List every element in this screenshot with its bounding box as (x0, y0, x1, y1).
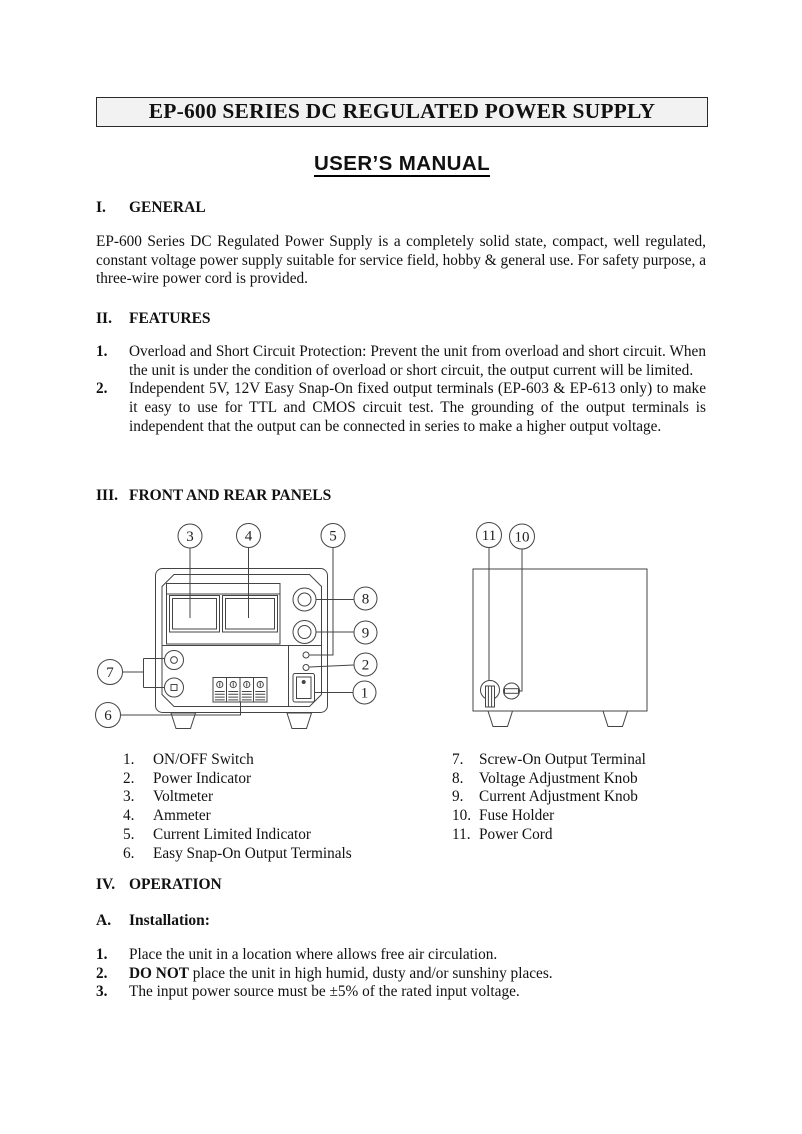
callout-11: 11 (481, 528, 497, 544)
callout-3: 3 (186, 529, 194, 545)
legend-item (123, 845, 443, 864)
legend-item (123, 770, 443, 789)
list-item-body: Place the unit in a location where allows free air circulation. (129, 946, 498, 963)
legend-label: Voltmeter (153, 788, 214, 806)
diagram-legend (0, 751, 802, 865)
list-item-body: place the unit in high humid, dusty and/or sunshiny places. (188, 964, 553, 982)
legend-number: 1. (123, 751, 135, 768)
section-operation-title: OPERATION (129, 876, 222, 893)
section-features-number: II. (96, 310, 112, 327)
list-item (96, 343, 706, 380)
leader-screw-terminals (123, 659, 165, 688)
callout-7: 7 (106, 665, 114, 681)
voltmeter-window-inner (173, 599, 217, 630)
section-general-heading (96, 198, 708, 217)
list-item-number: 2. (96, 380, 108, 398)
legend-item (123, 807, 443, 826)
list-item-bold: DO NOT (129, 964, 189, 982)
list-item-text: Overload and Short Circuit Protection: Prevent the unit from overload and short circuit. When the unit is under the condition of overload or short circuit, the output current will be limited. (129, 343, 706, 379)
section-operation-heading (96, 875, 708, 894)
legend-number: 7. (452, 751, 464, 768)
legend-label: ON/OFF Switch (153, 751, 254, 768)
front-foot-right (287, 713, 312, 729)
legend-item (123, 788, 443, 807)
front-case (156, 569, 328, 713)
section-features-heading (96, 309, 708, 328)
legend-number: 4. (123, 807, 135, 825)
fuse-holder-slot (505, 689, 519, 694)
list-item-text (129, 965, 706, 984)
legend-label: Screw-On Output Terminal (479, 751, 646, 768)
list-item-body: The input power source must be ±5% of the rated input voltage. (129, 983, 520, 1001)
list-item-text (129, 946, 706, 965)
screw-terminal-negative-post (171, 685, 177, 691)
legend-item (452, 826, 752, 845)
rear-panel-drawing (473, 548, 647, 727)
legend-right-column (452, 751, 752, 845)
ammeter-window (223, 596, 278, 633)
front-rear-panel-diagram (90, 515, 706, 750)
power-cord (486, 686, 495, 707)
voltmeter-window (170, 596, 220, 633)
section-panels-title: FRONT AND REAR PANELS (129, 487, 332, 504)
callout-6: 6 (104, 708, 112, 724)
legend-item (123, 751, 443, 770)
legend-number: 6. (123, 844, 135, 862)
list-item-number: 3. (96, 983, 108, 1001)
list-item (96, 983, 706, 1002)
legend-number: 8. (452, 769, 464, 787)
list-item (96, 380, 706, 436)
section-panels-heading (96, 486, 708, 505)
rear-foot-right (603, 711, 628, 727)
current-adjustment-knob (293, 621, 316, 644)
document-title-box (96, 97, 708, 127)
legend-number: 11. (452, 825, 471, 843)
document-title: EP-600 SERIES DC REGULATED POWER SUPPLY (148, 99, 656, 123)
section-general-number: I. (96, 199, 106, 216)
ammeter-window-inner (226, 599, 275, 630)
voltage-adjustment-knob (293, 588, 316, 611)
section-panels-number: III. (96, 487, 118, 504)
legend-label: Easy Snap-On Output Terminals (153, 844, 352, 862)
list-item-number: 1. (96, 343, 108, 360)
legend-label: Fuse Holder (479, 807, 555, 825)
legend-item (452, 751, 752, 770)
legend-item (452, 788, 752, 807)
screw-terminal-positive (165, 651, 184, 670)
legend-number: 10. (452, 807, 472, 825)
callout-8: 8 (361, 591, 370, 608)
current-limited-indicator (303, 652, 309, 658)
legend-number: 2. (123, 769, 135, 787)
callout-4: 4 (244, 528, 253, 545)
callout-1: 1 (360, 685, 369, 702)
legend-number: 3. (123, 788, 135, 806)
callout-9: 9 (361, 625, 370, 642)
callout-10: 10 (514, 529, 530, 546)
legend-number: 9. (452, 788, 464, 806)
switch-dot (302, 681, 305, 684)
legend-label: Voltage Adjustment Knob (479, 769, 638, 787)
general-paragraph: EP-600 Series DC Regulated Power Supply is a completely solid state, compact, well regulated, constant voltage power supply suitable for service field, hobby & general use. For safety purpose, a three-wire power cord is provided. (96, 233, 706, 288)
section-general-title: GENERAL (129, 199, 206, 216)
document-subtitle-wrap (96, 153, 708, 179)
legend-number: 5. (123, 825, 135, 843)
rear-foot-left (488, 711, 513, 727)
leader-power-indicator (310, 665, 354, 667)
section-operation-number: IV. (96, 876, 116, 893)
subsection-installation-heading (96, 911, 708, 930)
front-panel-drawing (121, 548, 354, 729)
list-item (96, 946, 706, 965)
current-knob-inner (298, 626, 311, 639)
legend-label: Ammeter (153, 807, 211, 825)
subsection-installation-letter: A. (96, 912, 112, 929)
legend-label: Power Cord (479, 825, 553, 843)
subsection-installation-title: Installation: (129, 912, 210, 929)
legend-item (123, 826, 443, 845)
callout-2: 2 (361, 657, 370, 674)
legend-label: Current Limited Indicator (153, 825, 312, 843)
list-item (96, 965, 706, 984)
document-subtitle: USER’S MANUAL (313, 152, 491, 175)
leader-fuse-holder (520, 549, 522, 691)
screw-terminal-positive-post (171, 657, 178, 664)
power-indicator (303, 665, 309, 671)
list-item-number: 2. (96, 964, 108, 982)
voltage-knob-inner (298, 593, 311, 606)
installation-list (96, 946, 706, 1002)
meter-assembly (167, 584, 281, 645)
legend-label: Current Adjustment Knob (479, 788, 638, 806)
list-item-number: 1. (96, 946, 108, 963)
list-item-text (129, 983, 706, 1002)
features-list (96, 343, 706, 437)
legend-item (452, 807, 752, 826)
legend-item (452, 770, 752, 789)
callout-5: 5 (329, 528, 337, 545)
list-item-text: Independent 5V, 12V Easy Snap-On fixed output terminals (EP-603 & EP-613 only) to make it easy to use for TTL and CMOS circuit test. The grounding of the output terminals is independent that the output can be connected in series to make a higher output voltage. (129, 380, 706, 435)
legend-label: Power Indicator (153, 769, 252, 787)
legend-left-column (123, 751, 443, 863)
screw-terminal-negative (165, 678, 184, 697)
section-features-title: FEATURES (129, 310, 211, 327)
